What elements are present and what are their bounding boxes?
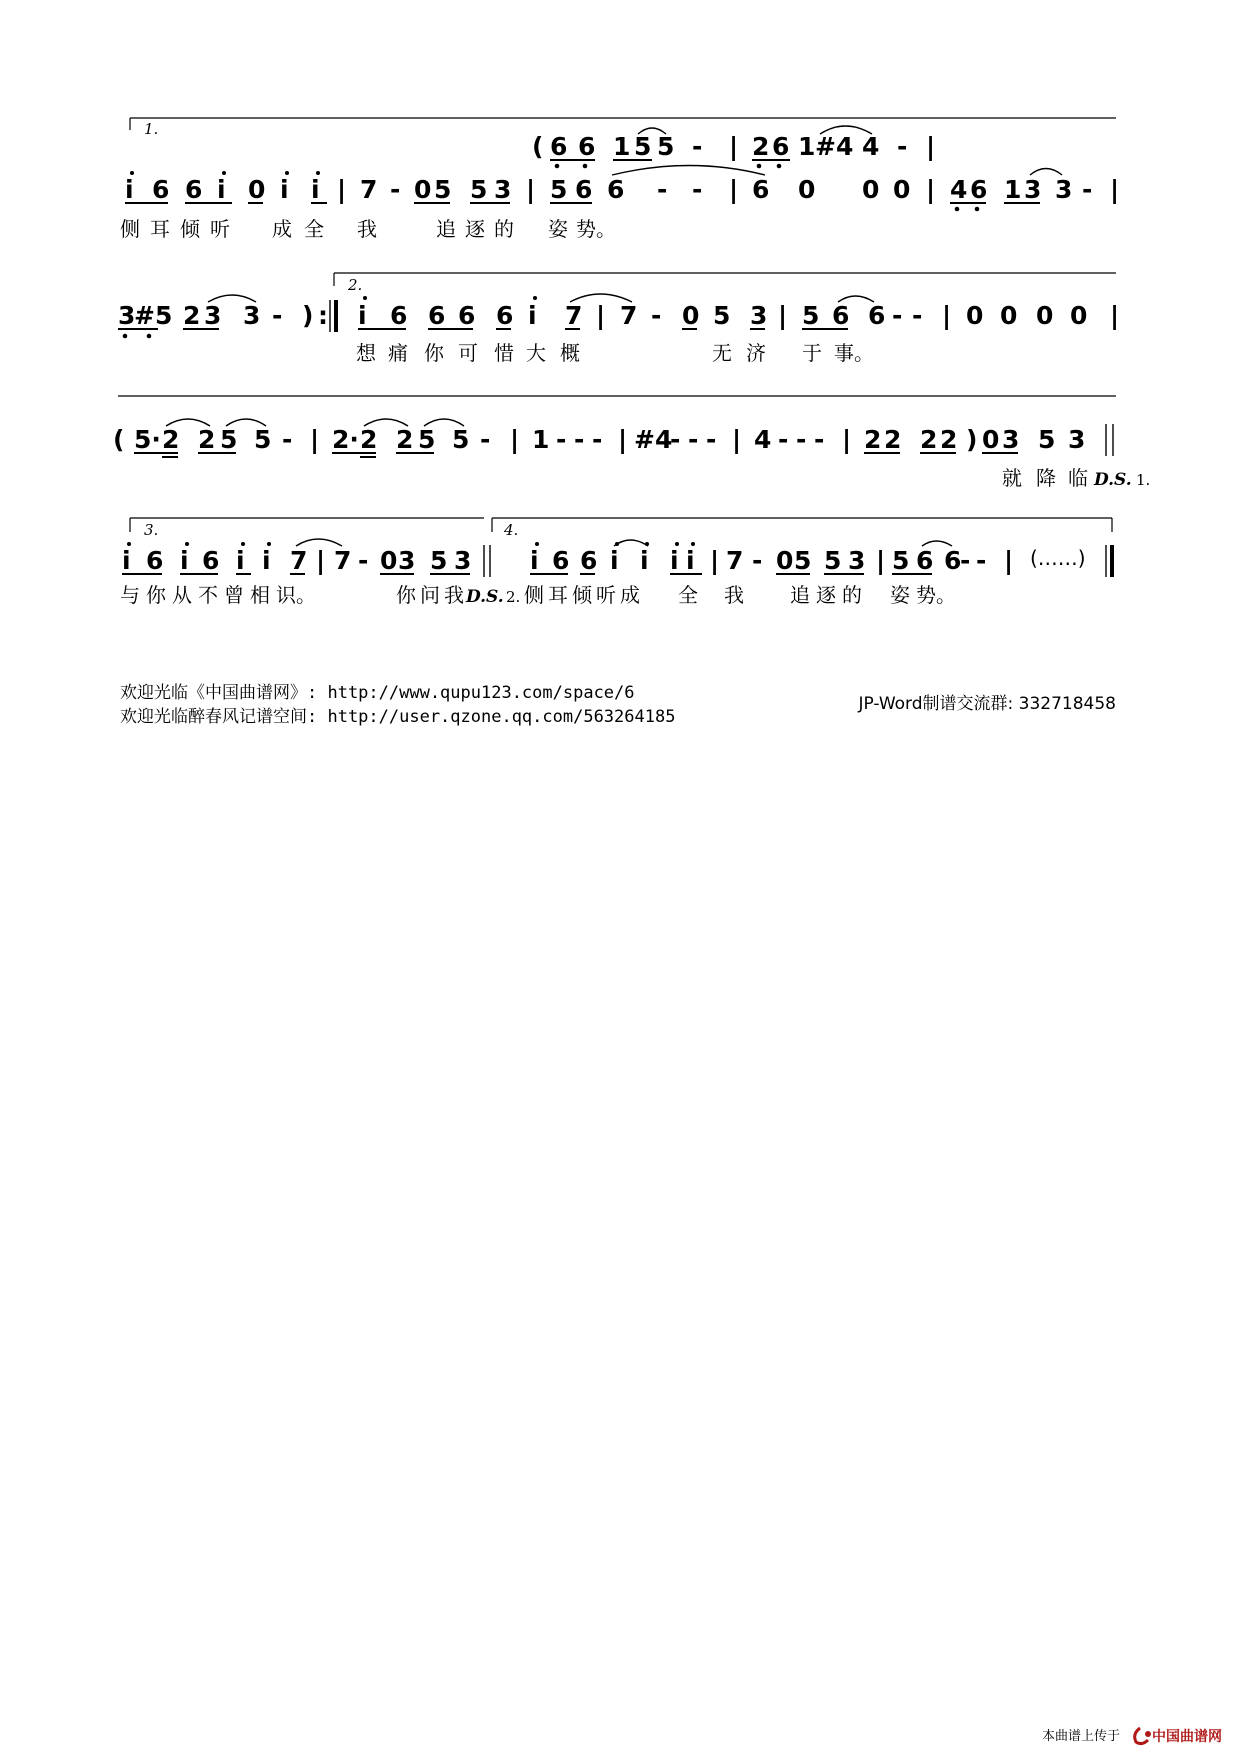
- dash: -: [657, 175, 668, 204]
- barline: |: [337, 175, 347, 204]
- note: i: [122, 546, 131, 575]
- note: 5: [1038, 425, 1056, 454]
- lyric: 临: [1068, 466, 1088, 490]
- intro-ossia: [532, 126, 935, 168]
- barline: |: [732, 425, 742, 454]
- lyric: 就: [1002, 466, 1022, 490]
- lyric: 识。: [276, 583, 316, 607]
- note: i: [528, 301, 537, 330]
- note: 4: [950, 175, 968, 204]
- footer-site-link[interactable]: 欢迎光临《中国曲谱网》: http://www.qupu123.com/space/6: [120, 683, 635, 703]
- volta-4-label: 4.: [504, 521, 519, 539]
- note: 6: [428, 301, 446, 330]
- intro-bar: |: [926, 132, 936, 161]
- intro-note: 5: [657, 132, 675, 161]
- note: 0: [248, 175, 266, 204]
- lyric: 相: [250, 583, 270, 607]
- dash: -: [796, 425, 807, 454]
- lyric: 不: [198, 583, 218, 607]
- lyric: 于: [802, 341, 822, 365]
- intro-note: 1: [613, 132, 631, 161]
- ds-marker: D.S.: [466, 587, 504, 607]
- dash: -: [272, 301, 283, 330]
- lyric: 曾: [224, 583, 244, 607]
- note: 5·: [134, 425, 161, 454]
- note: 6: [868, 301, 886, 330]
- dash: -: [912, 301, 923, 330]
- note: 5: [550, 175, 568, 204]
- intro-note: 5: [634, 132, 652, 161]
- note: 0: [776, 546, 794, 575]
- note: 5: [802, 301, 820, 330]
- line-1: [120, 118, 1119, 241]
- note: 5: [824, 546, 842, 575]
- note: 6: [575, 175, 593, 204]
- barline: |: [526, 175, 536, 204]
- lyric: 全: [678, 583, 698, 607]
- intro-note: 2: [752, 132, 770, 161]
- note: 4: [754, 425, 772, 454]
- barline: |: [842, 425, 852, 454]
- intro-dash: -: [897, 132, 908, 161]
- note: 3: [1055, 175, 1073, 204]
- note: i: [311, 175, 320, 204]
- lyric: 倾: [572, 583, 592, 607]
- lyric: 大: [526, 341, 546, 365]
- intro-note: 6: [550, 132, 568, 161]
- lyric: 听: [596, 583, 616, 607]
- lyric: 从: [172, 583, 192, 607]
- note: 0: [966, 301, 984, 330]
- note: 3: [454, 546, 472, 575]
- note: 2: [920, 425, 938, 454]
- lyric: 你: [146, 583, 166, 607]
- lyric: 全: [304, 217, 324, 241]
- dash: -: [670, 425, 681, 454]
- note: 5: [470, 175, 488, 204]
- note: 6: [202, 546, 220, 575]
- dash: -: [960, 546, 971, 575]
- lyric: 成: [272, 217, 292, 241]
- note: 6: [390, 301, 408, 330]
- note: 3: [1024, 175, 1042, 204]
- dash: -: [1082, 175, 1093, 204]
- paren-close: ): [966, 425, 978, 454]
- barline: |: [729, 175, 739, 204]
- lyric: 问: [420, 583, 440, 607]
- lyric: 姿: [890, 583, 910, 607]
- note: 7: [620, 301, 638, 330]
- barline: |: [310, 425, 320, 454]
- note: 3: [1002, 425, 1020, 454]
- note: 3: [848, 546, 866, 575]
- note: 6: [152, 175, 170, 204]
- barline: |: [1110, 301, 1120, 330]
- note: i: [358, 301, 367, 330]
- note: 0: [1070, 301, 1088, 330]
- lyric: 侧: [524, 583, 544, 607]
- note: i: [262, 546, 271, 575]
- note: 3: [398, 546, 416, 575]
- ellipsis: (……): [1030, 546, 1086, 570]
- line-2: [118, 273, 1119, 365]
- lyric: 耳: [150, 217, 170, 241]
- note: 2: [198, 425, 216, 454]
- lyric: 成: [620, 583, 640, 607]
- note: 5: [434, 175, 452, 204]
- dash: -: [480, 425, 491, 454]
- note: 6: [552, 546, 570, 575]
- note: 6: [832, 301, 850, 330]
- lyric: 逐: [465, 217, 485, 241]
- dash: -: [892, 301, 903, 330]
- note: 3: [118, 301, 136, 330]
- lyric: 的: [842, 583, 862, 607]
- intro-paren-open: (: [532, 132, 544, 161]
- note: 0: [380, 546, 398, 575]
- note: 2·: [332, 425, 359, 454]
- paren-close: ): [302, 301, 314, 330]
- note: 5: [452, 425, 470, 454]
- footer-group-info: JP-Word制谱交流群: 332718458: [858, 694, 1116, 714]
- note: 6: [458, 301, 476, 330]
- note: 0: [982, 425, 1000, 454]
- lyric: 概: [560, 341, 580, 365]
- note: i: [530, 546, 539, 575]
- lyric: 降: [1036, 466, 1056, 490]
- lyric: 我: [444, 583, 464, 607]
- lyric: 你: [396, 583, 416, 607]
- note: 5: [430, 546, 448, 575]
- dash: -: [358, 546, 369, 575]
- note: 0: [893, 175, 911, 204]
- intro-note: 1: [798, 132, 816, 161]
- volta-3-label: 3.: [144, 521, 159, 539]
- lyric: 势。: [916, 583, 956, 607]
- dash: -: [778, 425, 789, 454]
- note: #5: [134, 301, 173, 330]
- note: 2: [360, 425, 378, 454]
- note: 2: [884, 425, 902, 454]
- dash: -: [574, 425, 585, 454]
- note: i: [686, 546, 695, 575]
- note: 5: [794, 546, 812, 575]
- dash: -: [814, 425, 825, 454]
- note: 6: [607, 175, 625, 204]
- lyric: 惜: [494, 341, 514, 365]
- volta-2-label: 2.: [348, 276, 363, 294]
- repeat-dots: :: [318, 301, 328, 330]
- note: 6: [970, 175, 988, 204]
- note: 2: [162, 425, 180, 454]
- lyric: 可: [458, 341, 478, 365]
- lyric: 的: [494, 217, 514, 241]
- brand-logo-icon: [1135, 1728, 1151, 1744]
- lyric: 听: [210, 217, 230, 241]
- brand-prefix: 本曲谱上传于: [1042, 1729, 1121, 1744]
- note: 2: [183, 301, 201, 330]
- note: 3: [494, 175, 512, 204]
- lyric: 与: [120, 583, 140, 607]
- dash: -: [592, 425, 603, 454]
- note: 6: [944, 546, 962, 575]
- intro-note: 6: [578, 132, 596, 161]
- note: 1: [532, 425, 550, 454]
- barline: |: [710, 546, 720, 575]
- line-4: [120, 518, 1112, 607]
- footer: [120, 683, 1116, 727]
- lyric: 你: [424, 341, 444, 365]
- intro-dash: -: [692, 132, 703, 161]
- note: 2: [940, 425, 958, 454]
- note: 6: [185, 175, 203, 204]
- barline: |: [926, 175, 936, 204]
- barline: |: [618, 425, 628, 454]
- brand-name: 中国曲谱网: [1152, 1729, 1222, 1745]
- note: 6: [916, 546, 934, 575]
- note: 2: [864, 425, 882, 454]
- barline: |: [778, 301, 788, 330]
- lyric: 想: [356, 341, 376, 365]
- note: 3: [750, 301, 768, 330]
- intro-note: 4: [862, 132, 880, 161]
- lyric: 我: [724, 583, 744, 607]
- barline: |: [596, 301, 606, 330]
- note: 7: [726, 546, 744, 575]
- note: 5: [713, 301, 731, 330]
- dash: -: [752, 546, 763, 575]
- note: 0: [414, 175, 432, 204]
- note: 6: [496, 301, 514, 330]
- intro-bar: |: [729, 132, 739, 161]
- note: 0: [1000, 301, 1018, 330]
- dash: -: [390, 175, 401, 204]
- barline: |: [316, 546, 326, 575]
- line-3: [113, 396, 1150, 490]
- ds-target: 2.: [506, 588, 521, 606]
- note: i: [640, 546, 649, 575]
- barline: |: [876, 546, 886, 575]
- note: 5: [254, 425, 272, 454]
- note: i: [180, 546, 189, 575]
- note: i: [610, 546, 619, 575]
- note: 7: [334, 546, 352, 575]
- note: 2: [396, 425, 414, 454]
- lyric: 追: [790, 583, 810, 607]
- note: 0: [1036, 301, 1054, 330]
- lyric: 势。: [576, 217, 616, 241]
- dash: -: [282, 425, 293, 454]
- note: 0: [682, 301, 700, 330]
- note: 3: [1068, 425, 1086, 454]
- note: 0: [862, 175, 880, 204]
- lyric: 我: [357, 217, 377, 241]
- lyric: 痛: [388, 341, 408, 365]
- lyric: 耳: [548, 583, 568, 607]
- ds-target: 1.: [1136, 471, 1151, 489]
- note: 6: [580, 546, 598, 575]
- note: 7: [565, 301, 583, 330]
- lyric: 侧: [120, 217, 140, 241]
- barline: |: [1004, 546, 1014, 575]
- note: 6: [146, 546, 164, 575]
- intro-note: 6: [772, 132, 790, 161]
- barline: |: [1110, 175, 1120, 204]
- note: 7: [360, 175, 378, 204]
- intro-note: #4: [815, 132, 854, 161]
- note: 5: [220, 425, 238, 454]
- lyric: 济: [746, 341, 766, 365]
- note: 1: [1004, 175, 1022, 204]
- lyric: 无: [712, 341, 732, 365]
- note: 6: [752, 175, 770, 204]
- note: 0: [798, 175, 816, 204]
- note: i: [670, 546, 679, 575]
- note: i: [280, 175, 289, 204]
- note: i: [125, 175, 134, 204]
- lyric: 逐: [816, 583, 836, 607]
- dash: -: [692, 175, 703, 204]
- dash: -: [688, 425, 699, 454]
- lyric: 倾: [180, 217, 200, 241]
- paren-open: (: [113, 425, 125, 454]
- footer-space-link[interactable]: 欢迎光临醉春风记谱空间: http://user.qzone.qq.com/563264185: [120, 707, 676, 727]
- ds-marker: D.S.: [1094, 470, 1132, 490]
- note: 5: [418, 425, 436, 454]
- volta-1-label: 1.: [144, 120, 159, 138]
- note: 7: [290, 546, 308, 575]
- lyric: 追: [436, 217, 456, 241]
- lyric: 事。: [834, 341, 874, 365]
- note: #4: [634, 425, 673, 454]
- note: 5: [892, 546, 910, 575]
- note: i: [217, 175, 226, 204]
- barline: |: [510, 425, 520, 454]
- dash: -: [556, 425, 567, 454]
- lyric: 姿: [548, 217, 568, 241]
- brand-watermark: [1042, 1728, 1222, 1745]
- barline: |: [942, 301, 952, 330]
- dash: -: [976, 546, 987, 575]
- note: 3: [204, 301, 222, 330]
- dash: -: [706, 425, 717, 454]
- note: i: [236, 546, 245, 575]
- dash: -: [651, 301, 662, 330]
- note: 3: [243, 301, 261, 330]
